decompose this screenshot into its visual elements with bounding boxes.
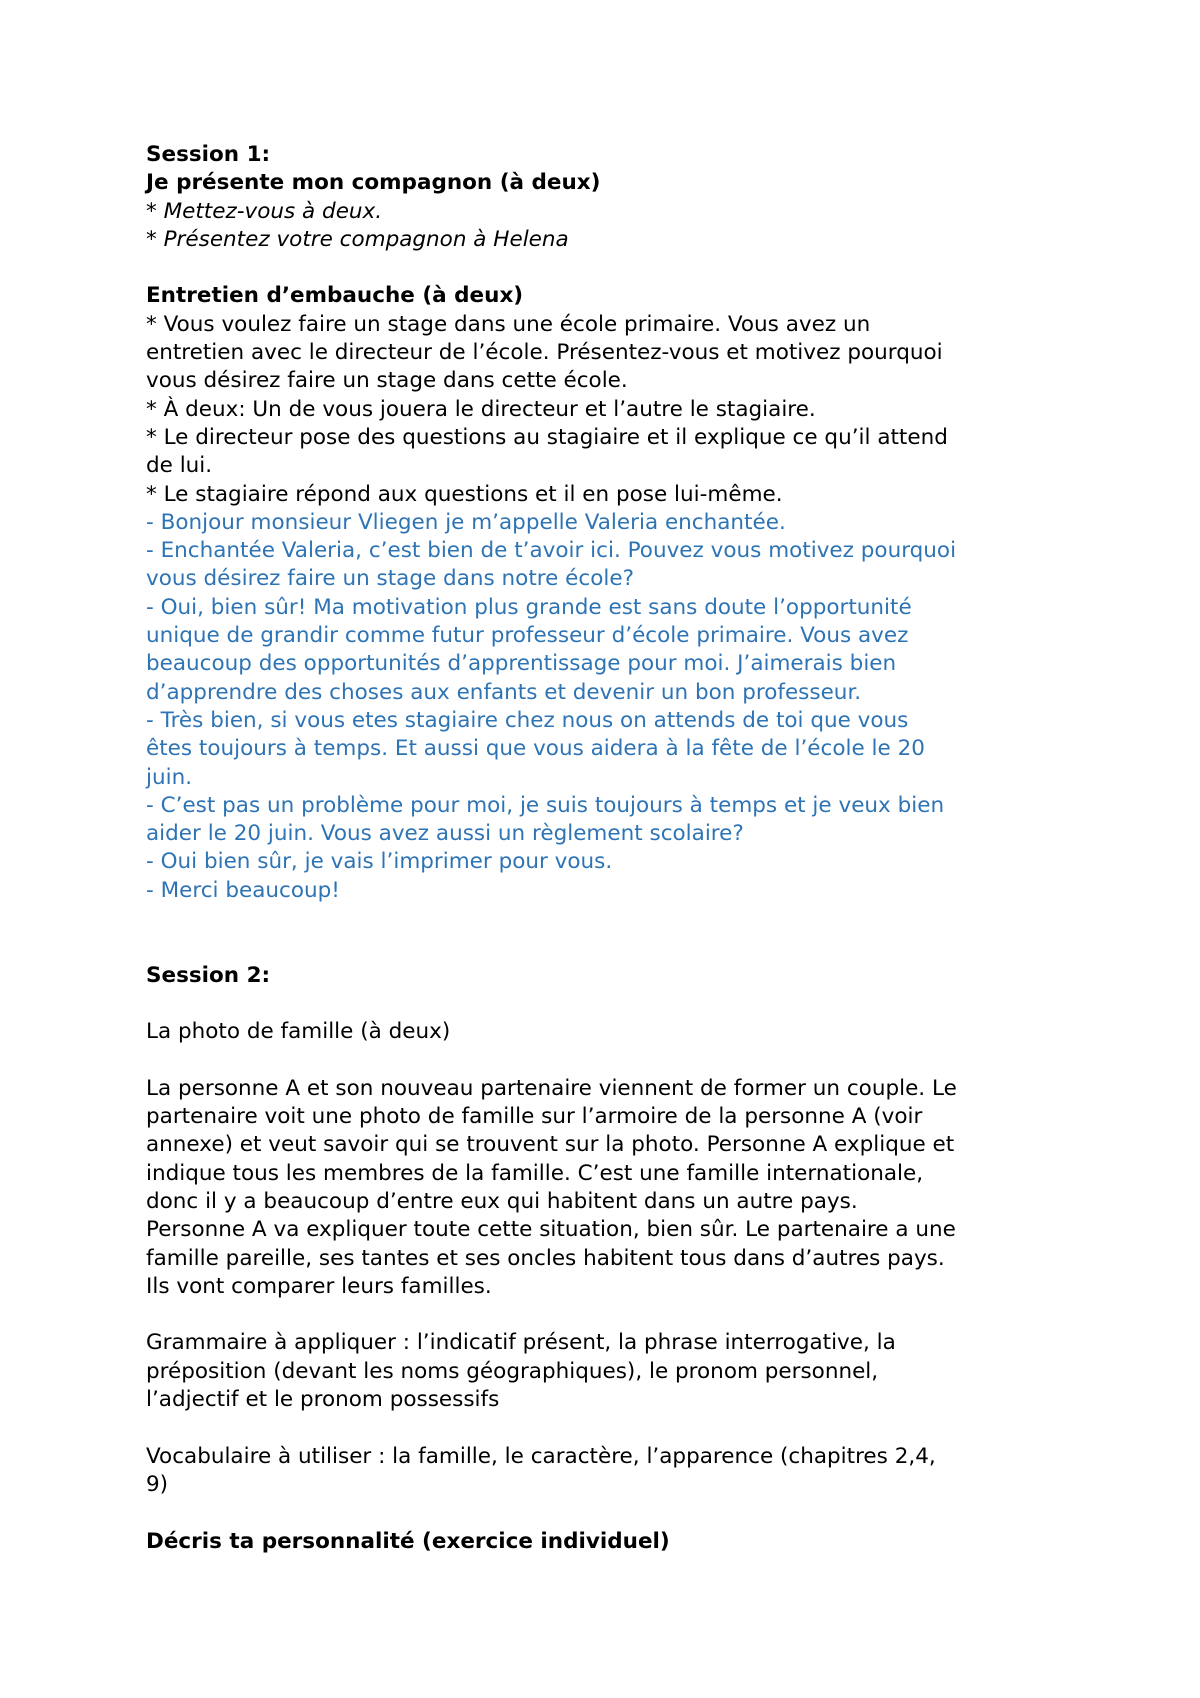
dialogue-line: - Oui, bien sûr! Ma motivation plus grande est sans doute l’opportunité [146,594,912,620]
activity2-instruction: * Le stagiaire répond aux questions et il en pose lui-même. [146,481,783,507]
dialogue-line: - Merci beaucoup! [146,877,340,903]
vocabulary-line: Vocabulaire à utiliser : la famille, le caractère, l’apparence (chapitres 2,4, [146,1443,936,1469]
dialogue-line: êtes toujours à temps. Et aussi que vous aidera à la fête de l’école le 20 [146,736,925,762]
dialogue-line: - Enchantée Valeria, c’est bien de t’avoir ici. Pouvez vous motivez pourquoi [146,538,957,564]
activity2-instruction: * Le directeur pose des questions au stagiaire et il explique ce qu’il attend [146,424,948,450]
scenario-line: Ils vont comparer leurs familles. [146,1273,492,1299]
scenario-line: Personne A va expliquer toute cette situation, bien sûr. Le partenaire a une [146,1217,956,1243]
grammar-line: préposition (devant les noms géographiques), le pronom personnel, [146,1358,879,1384]
scenario-line: famille pareille, ses tantes et ses oncles habitent tous dans d’autres pays. [146,1245,945,1271]
activity1-instruction: * Mettez-vous à deux. [146,198,383,224]
session1-title: Session 1: [146,142,271,167]
dialogue-line: vous désirez faire un stage dans notre école? [146,566,634,592]
dialogue-line: juin. [146,764,193,790]
dialogue-line: - Oui bien sûr, je vais l’imprimer pour vous. [146,849,613,875]
dialogue-line: aider le 20 juin. Vous avez aussi un règlement scolaire? [146,821,744,847]
activity2-instruction: * À deux: Un de vous jouera le directeur et l’autre le stagiaire. [146,396,816,422]
activity1-heading: Je présente mon compagnon (à deux) [146,170,601,196]
session2-subtitle: La photo de famille (à deux) [146,1019,451,1045]
grammar-line: Grammaire à appliquer : l’indicatif présent, la phrase interrogative, la [146,1330,896,1356]
dialogue-line: - C’est pas un problème pour moi, je suis toujours à temps et je veux bien [146,792,945,818]
grammar-line: l’adjectif et le pronom possessifs [146,1387,500,1413]
scenario-line: donc il y a beaucoup d’entre eux qui habitent dans un autre pays. [146,1188,858,1214]
personality-heading: Décris ta personnalité (exercice individuel) [146,1528,670,1554]
dialogue-line: - Très bien, si vous etes stagiaire chez nous on attends de toi que vous [146,707,909,733]
activity1-instruction: * Présentez votre compagnon à Helena [146,226,569,252]
session2-title: Session 2: [146,962,271,988]
scenario-line: partenaire voit une photo de famille sur l’armoire de la personne A (voir [146,1104,923,1130]
activity2-instruction: vous désirez faire un stage dans cette école. [146,368,628,394]
scenario-line: La personne A et son nouveau partenaire viennent de former un couple. Le [146,1075,957,1101]
activity2-heading: Entretien d’embauche (à deux) [146,283,524,309]
dialogue-line: unique de grandir comme futur professeur d’école primaire. Vous avez [146,623,909,649]
dialogue-line: d’apprendre des choses aux enfants et devenir un bon professeur. [146,679,862,705]
scenario-line: indique tous les membres de la famille. C’est une famille internationale, [146,1160,924,1186]
activity2-instruction: entretien avec le directeur de l’école. Présentez-vous et motivez pourquoi [146,340,943,366]
dialogue-line: - Bonjour monsieur Vliegen je m’appelle Valeria enchantée. [146,509,786,535]
dialogue-line: beaucoup des opportunités d’apprentissage pour moi. J’aimerais bien [146,651,897,677]
activity2-instruction: * Vous voulez faire un stage dans une école primaire. Vous avez un [146,311,871,337]
activity2-instruction: de lui. [146,453,213,479]
vocabulary-line: 9) [146,1471,169,1497]
scenario-line: annexe) et veut savoir qui se trouvent sur la photo. Personne A explique et [146,1132,955,1158]
